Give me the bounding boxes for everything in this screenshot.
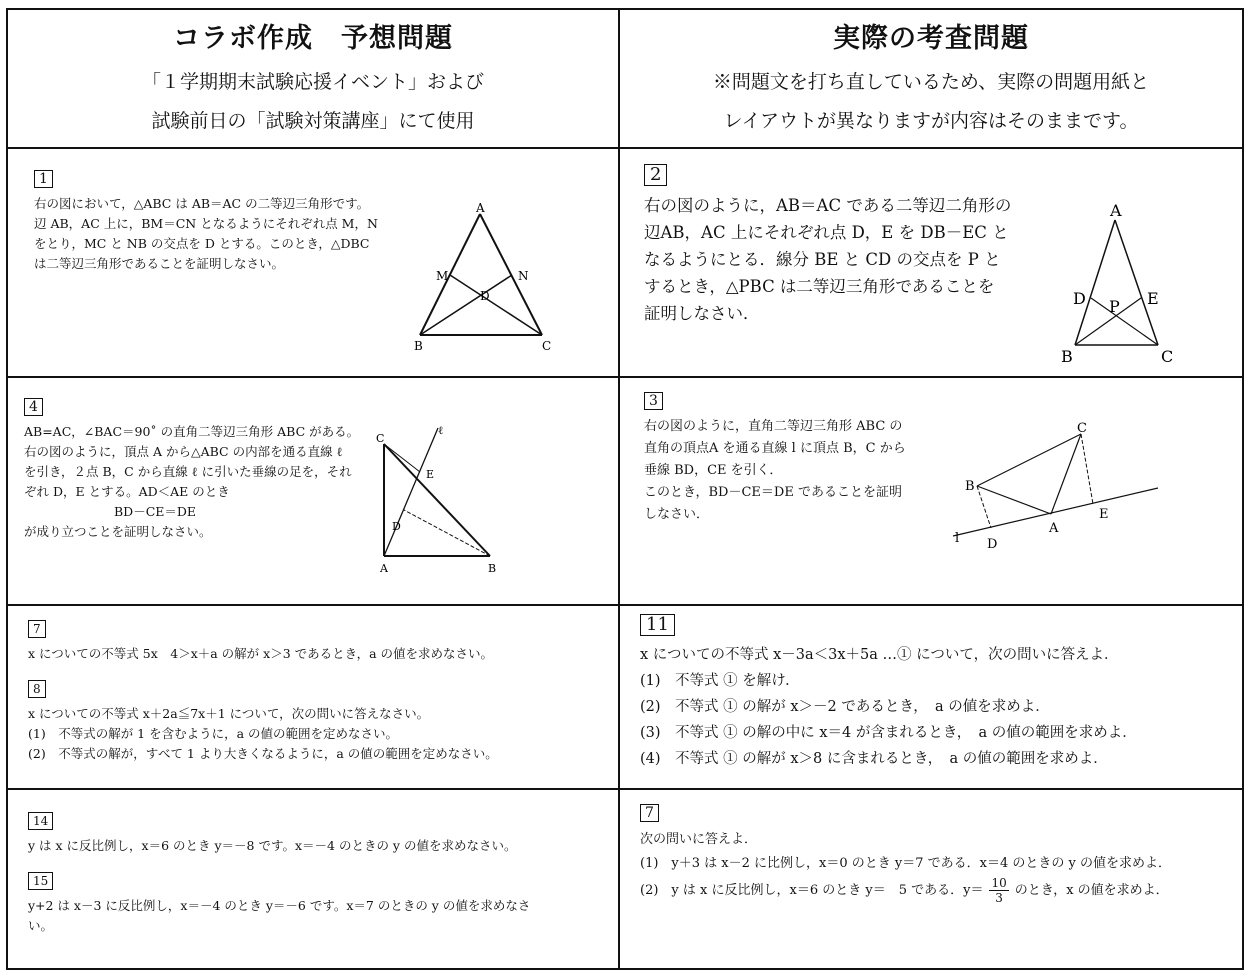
svg-text:B: B (488, 562, 497, 575)
problem-2 (644, 164, 1064, 327)
fraction: 10 3 (991, 876, 1007, 905)
row-divider (8, 604, 1242, 606)
problem-7-8 (28, 618, 613, 764)
right-subtitle-2: レイアウトが異なりますが内容はそのままです。 (723, 110, 1139, 132)
svg-text:C: C (1161, 347, 1174, 366)
svg-text:D: D (480, 289, 490, 303)
svg-text:P: P (1109, 297, 1120, 316)
problem-text: x についての不等式 x－3a＜3x＋5a …① について，次の問いに答えよ． (1) 不等式 ① を解け． (2) 不等式 ① の解が x＞－2 であるとき， a の値を求めよ． (3) 不等式 ① の解の中に x＝4 が含まれるとき， a の値の範囲を求めよ． (4) 不等式 ① の解が x＞8 に含まれるとき， a の値の範囲を求めよ． (640, 647, 1137, 767)
left-subtitle-2: 試験前日の「試験対策講座」にて使用 (151, 110, 475, 132)
svg-text:B: B (414, 339, 423, 353)
problem-number: 4 (24, 398, 43, 416)
figure-right-isosceles-2 (943, 418, 1173, 562)
header-left (8, 10, 618, 147)
problem-number: 2 (644, 164, 667, 186)
svg-text:M: M (436, 269, 449, 283)
figure-isosceles-1 (408, 200, 558, 364)
problem-number: 3 (644, 392, 663, 410)
svg-text:D: D (1073, 289, 1086, 308)
problem-number: 1 (34, 170, 53, 188)
problem-text: 右の図のように，直角二等辺三角形 ABC の 直角の頂点A を通る直線 l に頂点 B，C から 垂線 BD，CE を引く． このとき，BD－CE＝DE であることを証明 しなさい． (644, 419, 906, 522)
problem-number: 15 (28, 872, 53, 890)
svg-text:l: l (955, 531, 960, 546)
problem-text: 右の図において，△ABC は AB＝AC の二等辺三角形です。 辺 AB，AC 上に，BM＝CN となるようにそれぞれ点 M，N をとり，MC と NB の交点を D とする。このとき，△DBC は二等辺三角形であることを証明しなさい。 (34, 196, 378, 271)
svg-text:E: E (426, 468, 435, 481)
svg-text:A: A (380, 562, 388, 575)
problem-4 (24, 396, 394, 542)
problem-number: 14 (28, 812, 53, 830)
label-a: A (476, 201, 485, 215)
svg-text:C: C (542, 339, 552, 353)
problem-text: y は x に反比例し，x＝6 のとき y＝－8 です。x＝－4 のときの y の値を求めなさい。 (28, 838, 517, 853)
svg-text:E: E (1147, 289, 1159, 308)
svg-text:E: E (1099, 507, 1109, 522)
row-divider (8, 376, 1242, 378)
problem-number: 8 (28, 680, 46, 698)
svg-text:ℓ: ℓ (438, 424, 444, 437)
svg-text:D: D (392, 520, 401, 533)
svg-text:A: A (1110, 201, 1122, 220)
problem-number: 7 (640, 804, 659, 822)
figure-isosceles-2 (1053, 200, 1183, 374)
svg-text:C: C (1077, 421, 1087, 436)
svg-text:B: B (1061, 347, 1073, 366)
svg-text:B: B (965, 479, 975, 494)
problem-1 (34, 168, 414, 274)
column-divider (618, 10, 620, 968)
problem-text: 次の問いに答えよ． (1) y＋3 は x－2 に比例し，x＝0 のとき y＝7 である．x＝4 のときの y の値を求めよ． (2) y は x に反比例し，x＝6 のとき y＝ 5 である．y＝ 10 3 のとき，x の値を求めよ． (640, 832, 1171, 905)
problem-7-right (640, 802, 1240, 905)
figure-right-isosceles-1 (370, 422, 510, 586)
right-title: 実際の考査問題 (833, 23, 1029, 54)
svg-text:C: C (376, 432, 385, 445)
problem-11 (640, 614, 1240, 772)
problem-text: AB=AC，∠BAC＝90˚ の直角二等辺三角形 ABC がある。 右の図のように，頂点 A から△ABC の内部を通る直線 ℓ を引き，２点 B，C から直線 ℓ に引いた垂線の足を，それ ぞれ D，E とする。AD＜AE のとき BD－CE＝DE が成り立つことを証明しなさい。 (24, 424, 360, 539)
header-right (620, 10, 1242, 147)
problem-text: x についての不等式 5x 4＞x＋a の解が x＞3 であるとき，a の値を求めなさい。 (28, 646, 494, 661)
row-divider (8, 788, 1242, 790)
problem-3 (644, 390, 964, 526)
svg-text:D: D (987, 537, 998, 552)
problem-number: 7 (28, 620, 46, 638)
problem-number: 11 (640, 614, 675, 636)
problem-text: y+2 は x－3 に反比例し，x＝－4 のとき y＝－6 です。x＝7 のときの y の値を求めなさ い。 (28, 898, 531, 933)
right-subtitle-1: ※問題文を打ち直しているため、実際の問題用紙と (712, 71, 1150, 93)
left-subtitle-1: 「１学期期末試験応援イベント」および (141, 71, 484, 93)
comparison-table (6, 8, 1244, 970)
row-divider (8, 147, 1242, 149)
svg-text:A: A (1049, 521, 1059, 536)
problem-14-15 (28, 810, 613, 936)
svg-text:N: N (518, 269, 529, 283)
left-title: コラボ作成 予想問題 (173, 23, 453, 54)
problem-text: 右の図のように，AB＝AC である二等辺二角形の 辺AB，AC 上にそれぞれ点 D，E を DB－EC と なるようにとる．線分 BE と CD の交点を P と するとき，△PBC は二等辺三角形であることを 証明しなさい． (644, 196, 1012, 323)
problem-text: x についての不等式 x＋2a≦7x＋1 について，次の問いに答えなさい。 (1) 不等式の解が 1 を含むように，a の値の範囲を定めなさい。 (2) 不等式の解が，すべて 1 より大きくなるように，a の値の範囲を定めなさい。 (28, 706, 498, 761)
